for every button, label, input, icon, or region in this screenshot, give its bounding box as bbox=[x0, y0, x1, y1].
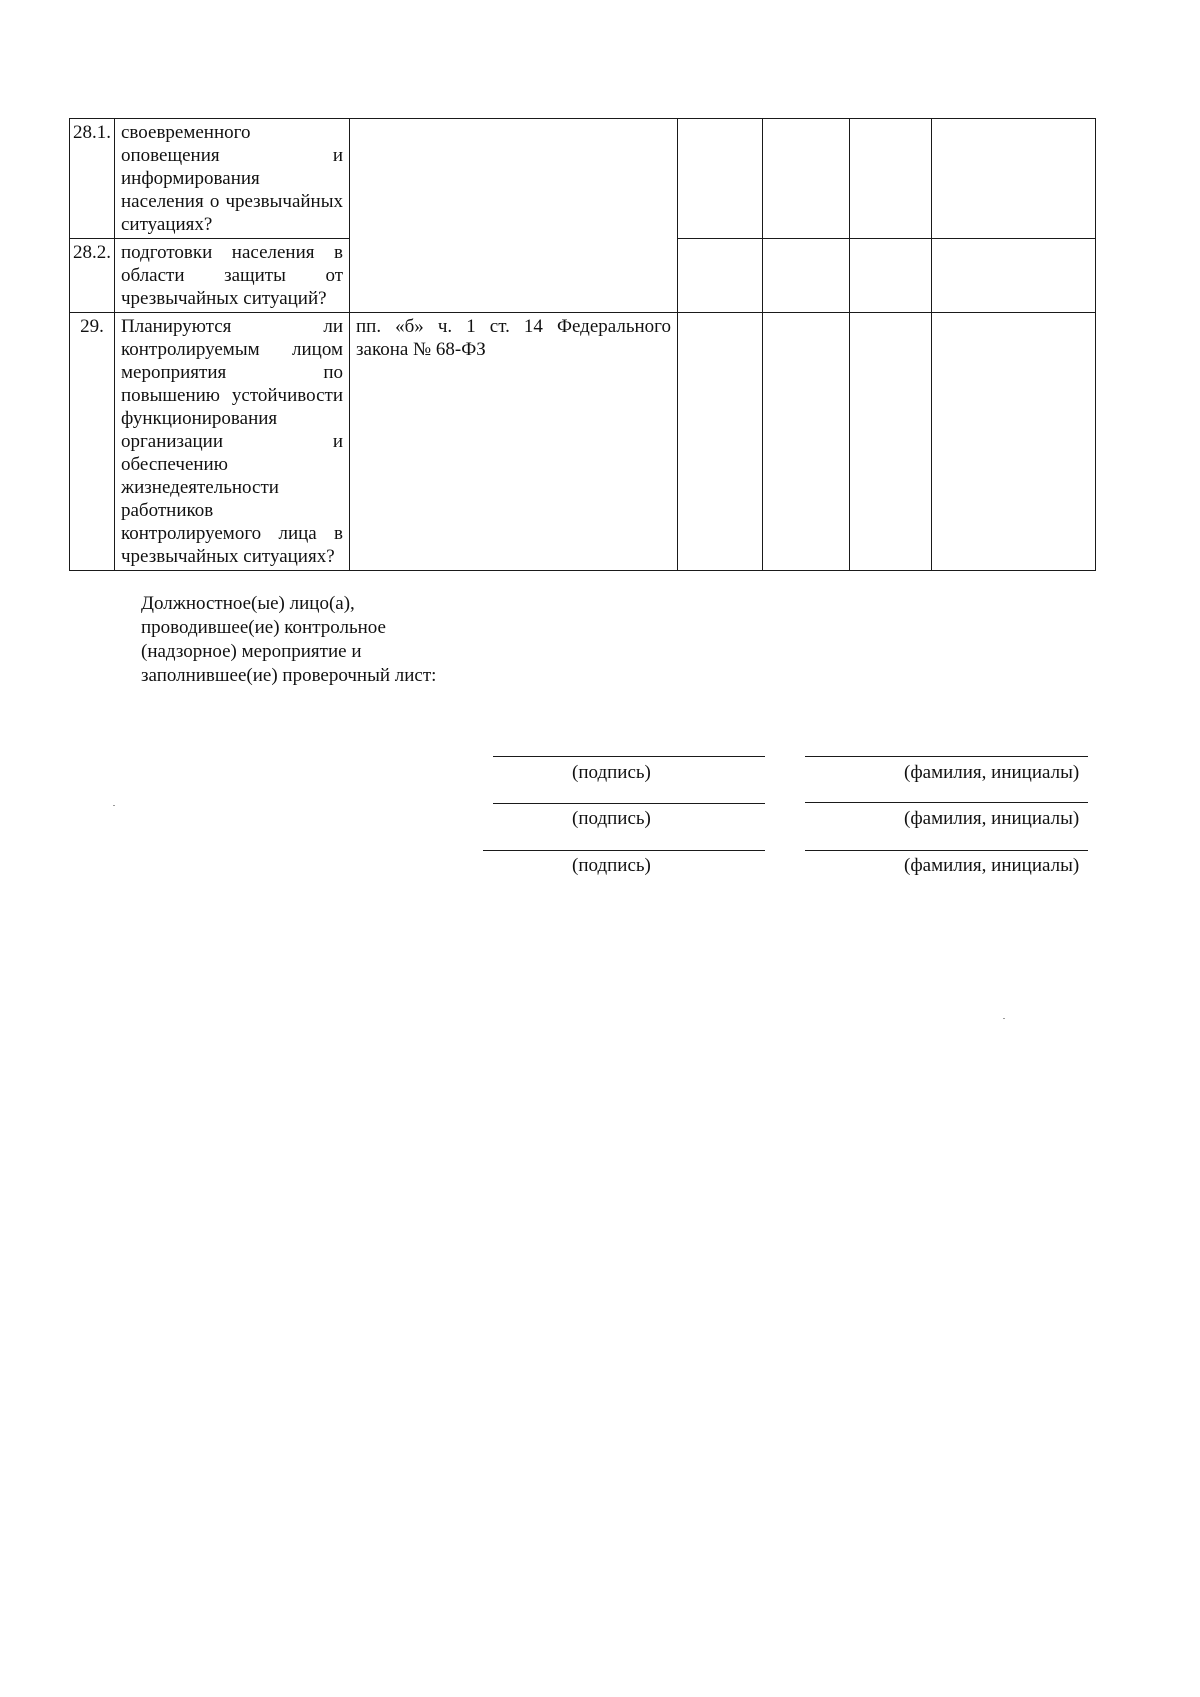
answer-no-cell[interactable] bbox=[763, 119, 850, 239]
row-number: 28.2. bbox=[70, 239, 115, 313]
answer-no-cell[interactable] bbox=[763, 313, 850, 571]
name-line[interactable] bbox=[805, 802, 1088, 803]
answer-na-cell[interactable] bbox=[850, 119, 932, 239]
row-number: 28.1. bbox=[70, 119, 115, 239]
row-reference bbox=[350, 119, 678, 313]
signature-label: (подпись) bbox=[572, 808, 651, 829]
official-caption bbox=[141, 592, 501, 688]
note-cell[interactable] bbox=[932, 239, 1096, 313]
name-line[interactable] bbox=[805, 756, 1088, 757]
official-caption-line: заполнившее(ие) проверочный лист: bbox=[141, 665, 437, 686]
signature-line[interactable] bbox=[493, 803, 765, 804]
signature-label: (подпись) bbox=[572, 762, 651, 783]
answer-no-cell[interactable] bbox=[763, 239, 850, 313]
scan-speck bbox=[113, 805, 115, 806]
official-caption-line: проводившее(ие) контрольное bbox=[141, 617, 386, 638]
name-line[interactable] bbox=[805, 850, 1088, 851]
answer-yes-cell[interactable] bbox=[678, 119, 763, 239]
row-question: подготовки населения в области защиты от чрезвычайных ситуаций? bbox=[115, 239, 350, 313]
note-cell[interactable] bbox=[932, 313, 1096, 571]
answer-yes-cell[interactable] bbox=[678, 313, 763, 571]
answer-yes-cell[interactable] bbox=[678, 239, 763, 313]
signature-label: (подпись) bbox=[572, 855, 651, 876]
row-question: Планируются ли контролируемым лицом мероприятия по повышению устойчивости функционирования организации и обеспечению жизнедеятельности работников контролируемого лица в чрезвычайных ситуациях? bbox=[115, 313, 350, 571]
table-row bbox=[70, 313, 1096, 571]
name-label: (фамилия, инициалы) bbox=[904, 762, 1080, 783]
official-caption-line: Должностное(ые) лицо(а), bbox=[141, 593, 355, 614]
table-row bbox=[70, 119, 1096, 239]
scan-speck bbox=[1003, 1018, 1005, 1019]
name-label: (фамилия, инициалы) bbox=[904, 808, 1080, 829]
name-label: (фамилия, инициалы) bbox=[904, 855, 1080, 876]
row-question: своевременного оповещения и информирования населения о чрезвычайных ситуациях? bbox=[115, 119, 350, 239]
checklist-table bbox=[69, 118, 1096, 571]
note-cell[interactable] bbox=[932, 119, 1096, 239]
official-caption-line: (надзорное) мероприятие и bbox=[141, 641, 362, 662]
row-number: 29. bbox=[70, 313, 115, 571]
answer-na-cell[interactable] bbox=[850, 239, 932, 313]
row-reference: пп. «б» ч. 1 ст. 14 Федерального закона № 68-ФЗ bbox=[350, 313, 678, 571]
signature-line[interactable] bbox=[493, 756, 765, 757]
answer-na-cell[interactable] bbox=[850, 313, 932, 571]
signature-line[interactable] bbox=[483, 850, 765, 851]
